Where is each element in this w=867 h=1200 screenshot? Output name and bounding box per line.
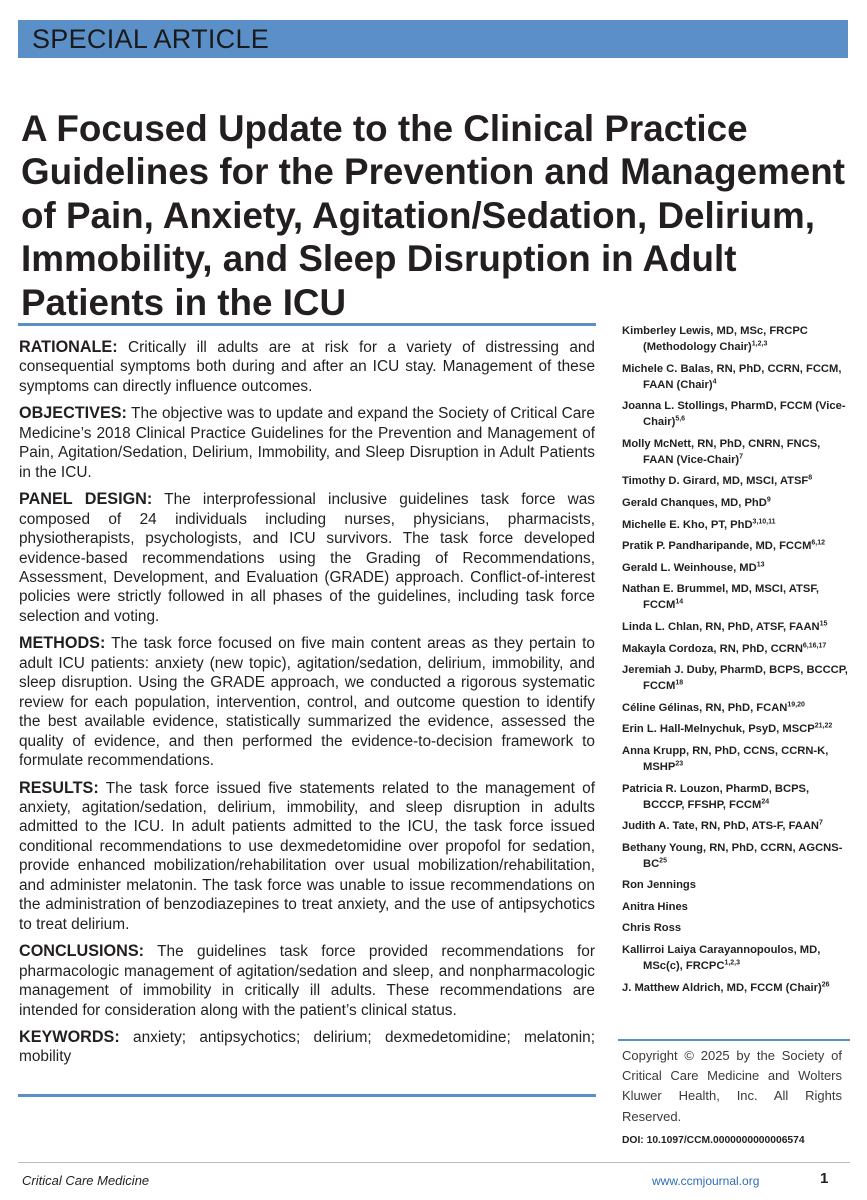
author-entry bbox=[622, 398, 852, 430]
author-name: Céline Gélinas, RN, PhD, FCAN bbox=[622, 701, 788, 714]
abstract-text: The guidelines task force provided recommendations for pharmacologic management of agitation/sedation and sleep, and nonpharmacologic management of immobility in critically ill adults. These recommendations are intended for consideration along with the patient’s clinical status. bbox=[19, 943, 595, 1019]
author-affiliation: 15 bbox=[819, 620, 828, 628]
author-affiliation: 5,6 bbox=[675, 415, 686, 423]
author-name: Michelle E. Kho, PT, PhD bbox=[622, 518, 753, 531]
author-entry bbox=[622, 473, 852, 489]
author-name: Anitra Hines bbox=[622, 900, 688, 913]
author-entry bbox=[622, 662, 852, 694]
author-list bbox=[622, 323, 852, 1001]
author-affiliation: 7 bbox=[819, 819, 823, 827]
author-affiliation: 18 bbox=[675, 679, 684, 687]
author-affiliation: 13 bbox=[756, 561, 765, 569]
section-banner bbox=[18, 20, 848, 58]
abstract-paragraph bbox=[19, 634, 595, 770]
article-title: A Focused Update to the Clinical Practice Guidelines for the Prevention and Management of Pain, Anxiety, Agitation/Sedation, Delirium, Immobility, and Sleep Disruption in Adult Patients in the ICU bbox=[21, 108, 845, 323]
author-entry bbox=[622, 517, 852, 533]
footer-journal-name: Critical Care Medicine bbox=[22, 1173, 150, 1188]
author-name: Anna Krupp, RN, PhD, CCNS, CCRN-K, MSHP bbox=[622, 744, 829, 773]
author-affiliation: 24 bbox=[761, 797, 770, 805]
abstract-paragraph bbox=[19, 404, 595, 482]
author-entry bbox=[622, 560, 852, 576]
author-affiliation: 26 bbox=[821, 980, 830, 988]
author-entry bbox=[622, 781, 852, 813]
author-entry bbox=[622, 920, 852, 936]
abstract-heading: RATIONALE: bbox=[19, 338, 118, 356]
abstract-paragraph bbox=[19, 942, 595, 1020]
author-name: Makayla Cordoza, RN, PhD, CCRN bbox=[622, 642, 803, 655]
abstract-paragraph bbox=[19, 490, 595, 626]
author-affiliation: 21,22 bbox=[814, 722, 833, 730]
abstract-heading: PANEL DESIGN: bbox=[19, 490, 153, 509]
author-entry bbox=[622, 818, 852, 834]
page-number: 1 bbox=[820, 1170, 829, 1187]
author-name: Molly McNett, RN, PhD, CNRN, FNCS, FAAN (Vice-Chair) bbox=[622, 437, 821, 466]
author-entry bbox=[622, 743, 852, 775]
author-name: Chris Ross bbox=[622, 922, 682, 935]
copyright-rule bbox=[618, 1039, 850, 1041]
abstract-heading: KEYWORDS: bbox=[19, 1027, 120, 1046]
abstract-paragraph bbox=[19, 779, 595, 935]
abstract-heading: METHODS: bbox=[19, 634, 106, 653]
author-entry bbox=[622, 877, 852, 893]
author-name: Pratik P. Pandharipande, MD, FCCM bbox=[622, 540, 812, 553]
author-affiliation: 1,2,3 bbox=[724, 959, 741, 967]
abstract-text: The task force focused on five main content areas as they pertain to adult ICU patients: anxiety (new topic), agitation/sedation, delirium, immobility, and sleep disruption. Using the GRADE approach, we conducted a rigorous systematic review for each population, intervention, control, and outcome question to identify the best available evidence, statistically summarized the evidence, assessed the quality of evidence, and then performed the evidence-to-decision framework to formulate recommendations. bbox=[19, 635, 595, 770]
author-affiliation: 6,16,17 bbox=[802, 641, 827, 649]
abstract-paragraph bbox=[19, 338, 595, 396]
abstract-bottom-rule bbox=[18, 1094, 596, 1097]
author-affiliation: 23 bbox=[675, 760, 684, 768]
author-affiliation: 4 bbox=[712, 377, 717, 385]
author-affiliation: 19,20 bbox=[787, 700, 805, 708]
footer-journal-url[interactable]: www.ccmjournal.org bbox=[652, 1174, 760, 1188]
author-entry bbox=[622, 323, 852, 355]
doi-link[interactable]: DOI: 10.1097/CCM.0000000000006574 bbox=[622, 1135, 805, 1146]
copyright-notice: Copyright © 2025 by the Society of Critical Care Medicine and Wolters Kluwer Health, Inc. All Rights Reserved. bbox=[622, 1048, 842, 1124]
abstract-text: Critically ill adults are at risk for a variety of distressing and consequential symptoms both during and after an ICU stay. Management of these symptoms can directly influence outcomes. bbox=[19, 339, 595, 395]
author-entry bbox=[622, 721, 852, 737]
abstract-top-rule bbox=[18, 323, 596, 326]
author-name: Kallirroi Laiya Carayannopoulos, MD, MSc(c), FRCPC bbox=[622, 944, 821, 973]
author-entry bbox=[622, 436, 852, 468]
abstract-paragraph bbox=[19, 1028, 595, 1067]
author-affiliation: 9 bbox=[766, 496, 771, 504]
author-affiliation: 3,10,11 bbox=[752, 517, 776, 525]
author-entry bbox=[622, 619, 852, 635]
section-label: SPECIAL ARTICLE bbox=[32, 24, 270, 54]
author-name: Gerald Chanques, MD, PhD bbox=[622, 496, 767, 509]
footer-rule bbox=[18, 1162, 850, 1163]
author-entry bbox=[622, 538, 852, 554]
author-entry bbox=[622, 361, 852, 393]
author-name: Ron Jennings bbox=[622, 879, 696, 892]
author-name: Joanna L. Stollings, PharmD, FCCM (Vice-Chair) bbox=[622, 400, 846, 429]
abstract-heading: OBJECTIVES: bbox=[19, 404, 127, 423]
author-entry bbox=[622, 641, 852, 657]
abstract-text: The objective was to update and expand the Society of Critical Care Medicine’s 2018 Clinical Practice Guidelines for the Prevention and Management of Pain, Agitation/Sedation, Delirium, Immobility, and Sleep Disruption in Adult Patients in the ICU. bbox=[19, 405, 595, 481]
author-entry bbox=[622, 980, 852, 996]
author-name: Patricia R. Louzon, PharmD, BCPS, BCCCP, FFSHP, FCCM bbox=[622, 782, 810, 811]
abstract-text: The interprofessional inclusive guidelines task force was composed of 24 individuals including nurses, physicians, pharmacists, physiotherapists, psychologists, and ICU survivors. The task force developed evidence-based recommendations using the Grading of Recommendations, Assessment, Development, and Evaluation (GRADE) approach. Conflict-of-interest policies were strictly followed in all phases of the guidelines, including task force selection and voting. bbox=[19, 491, 595, 625]
abstract bbox=[19, 338, 595, 1075]
author-entry bbox=[622, 581, 852, 613]
author-name: Linda L. Chlan, RN, PhD, ATSF, FAAN bbox=[622, 620, 820, 633]
author-affiliation: 8 bbox=[808, 474, 813, 482]
author-name: Gerald L. Weinhouse, MD bbox=[622, 561, 757, 574]
author-affiliation: 7 bbox=[739, 453, 744, 461]
author-entry bbox=[622, 942, 852, 974]
author-entry bbox=[622, 840, 852, 872]
author-affiliation: 6,12 bbox=[811, 539, 826, 547]
author-name: Nathan E. Brummel, MD, MSCI, ATSF, FCCM bbox=[622, 583, 820, 612]
abstract-text: The task force issued five statements related to the management of anxiety, agitation/sedation, delirium, immobility, and sleep disruption in adults admitted to the ICU. In adult patients admitted to the ICU, the task force issued conditional recommendations to use dexmedetomidine over propofol for sedation, provide enhanced mobilization/rehabilitation over usual mobilization/rehabilitation, and administer melatonin. The task force was unable to issue recommendations on the administration of benzodiazepines to treat anxiety, and the use of antipsychotics to treat delirium. bbox=[19, 779, 595, 933]
author-affiliation: 1,2,3 bbox=[751, 340, 768, 348]
author-name: Timothy D. Girard, MD, MSCI, ATSF bbox=[622, 475, 809, 488]
author-name: Jeremiah J. Duby, PharmD, BCPS, BCCCP, FCCM bbox=[622, 664, 848, 693]
author-entry bbox=[622, 700, 852, 716]
abstract-heading: RESULTS: bbox=[19, 778, 99, 797]
abstract-heading: CONCLUSIONS: bbox=[19, 942, 145, 961]
author-name: Michele C. Balas, RN, PhD, CCRN, FCCM, FAAN (Chair) bbox=[622, 362, 842, 391]
author-name: Bethany Young, RN, PhD, CCRN, AGCNS-BC bbox=[622, 841, 843, 870]
author-entry bbox=[622, 899, 852, 915]
author-entry bbox=[622, 495, 852, 511]
abstract-text: anxiety; antipsychotics; delirium; dexmedetomidine; melatonin; mobility bbox=[19, 1028, 595, 1066]
author-name: J. Matthew Aldrich, MD, FCCM (Chair) bbox=[622, 981, 822, 994]
author-name: Erin L. Hall-Melnychuk, PsyD, MSCP bbox=[622, 723, 815, 736]
author-name: Kimberley Lewis, MD, MSc, FRCPC (Methodology Chair) bbox=[622, 325, 808, 353]
author-name: Judith A. Tate, RN, PhD, ATS-F, FAAN bbox=[622, 820, 820, 833]
author-affiliation: 25 bbox=[659, 856, 667, 864]
author-affiliation: 14 bbox=[675, 598, 684, 606]
